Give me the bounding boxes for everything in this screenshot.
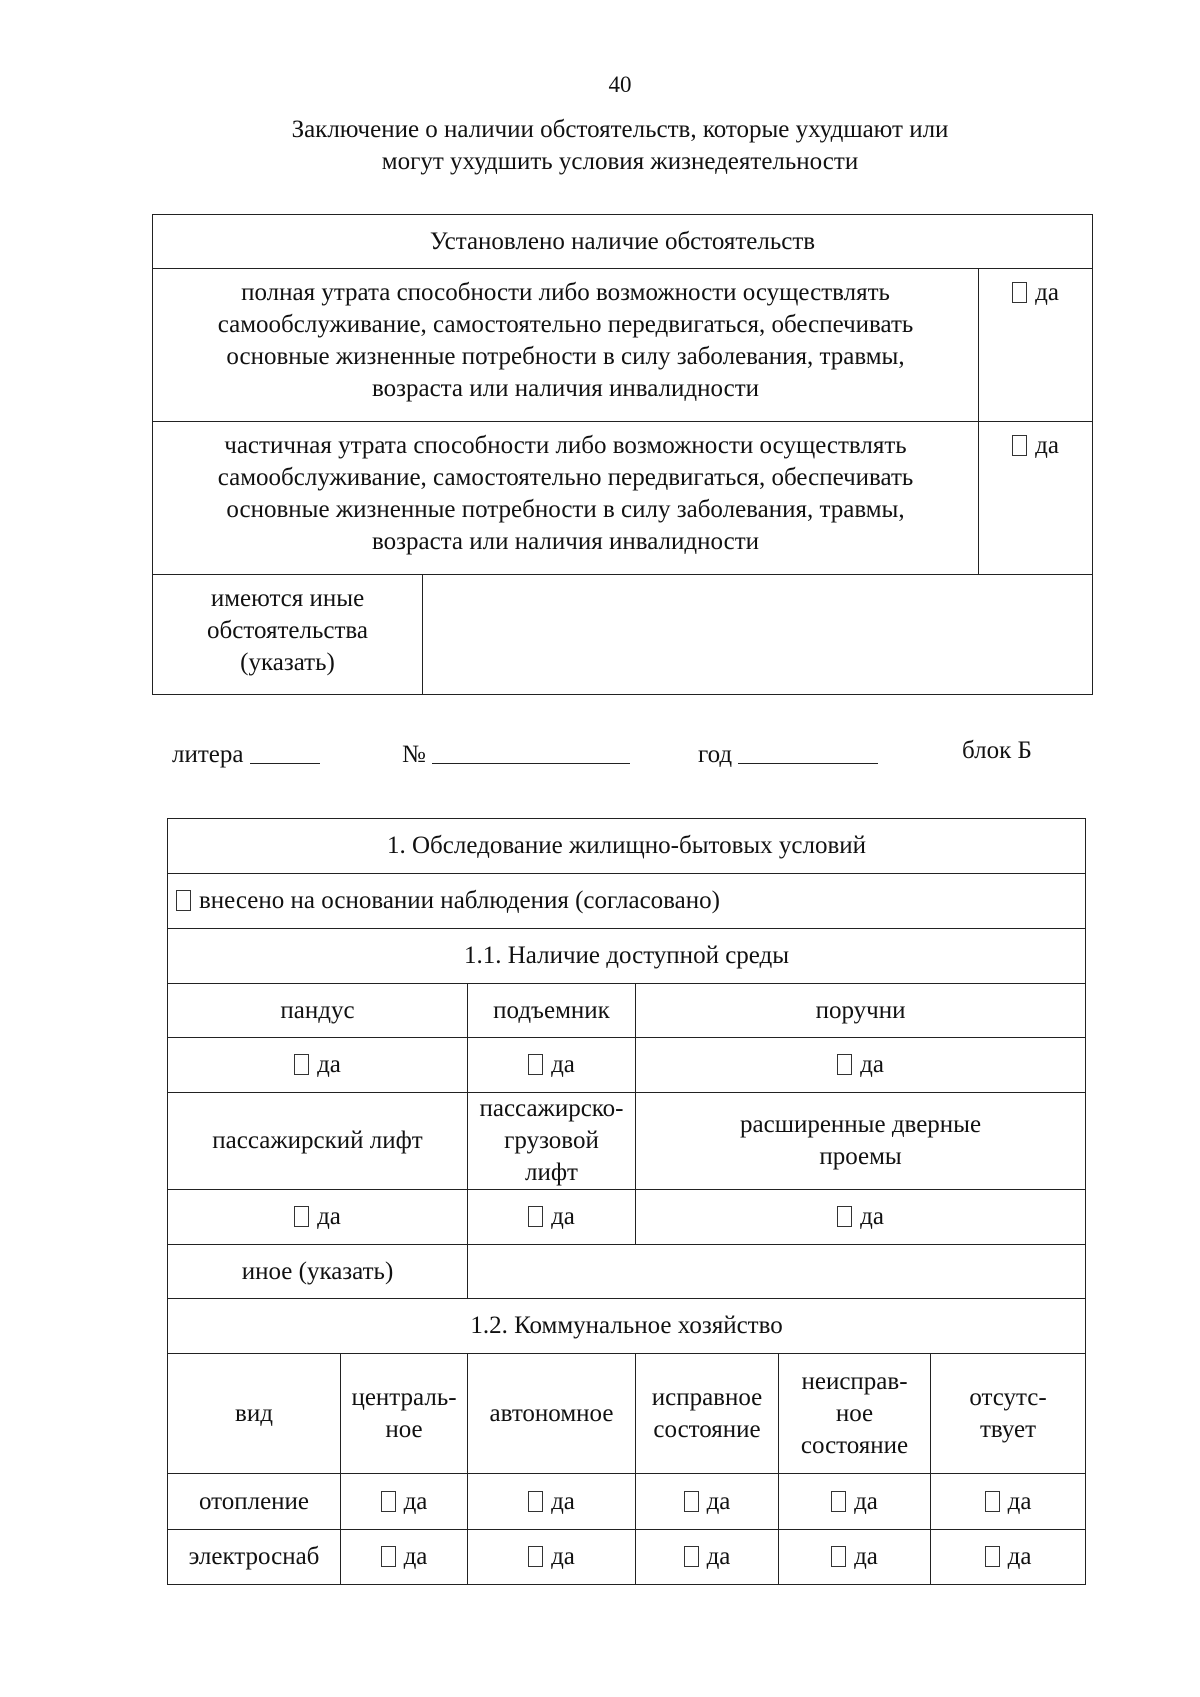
col-working	[636, 1354, 779, 1474]
checkbox[interactable]	[1012, 282, 1027, 303]
partial-loss-line: самообслуживание, самостоятельно передвигаться, обеспечивать	[217, 464, 914, 491]
utilities-header: 1.2. Коммунальное хозяйство	[168, 1299, 1086, 1354]
document-title	[0, 114, 1200, 178]
number-underline[interactable]	[432, 737, 630, 764]
label-line: расширенные дверные	[740, 1111, 982, 1138]
circumstances-header: Установлено наличие обстоятельств	[153, 215, 1093, 269]
checkbox-cell[interactable]	[779, 1530, 931, 1585]
other-line: (указать)	[240, 649, 335, 676]
checkbox[interactable]	[528, 1546, 543, 1567]
column-label: автономное	[489, 1399, 614, 1427]
checkbox-cell[interactable]	[636, 1530, 779, 1585]
checkbox[interactable]	[837, 1054, 852, 1075]
partial-loss-line: частичная утрата способности либо возможности осуществлять	[224, 432, 907, 459]
checkbox[interactable]	[985, 1546, 1000, 1567]
other-circumstances-label	[153, 575, 423, 695]
checkbox-cell[interactable]	[341, 1474, 468, 1530]
checkbox[interactable]	[528, 1206, 543, 1227]
column-label: вид	[235, 1399, 273, 1427]
column-label: ное	[385, 1415, 423, 1443]
full-loss-checkbox-cell[interactable]	[979, 269, 1093, 422]
row-name: отопление	[168, 1474, 341, 1530]
full-loss-text	[153, 269, 979, 422]
freight-lift-checkbox-cell[interactable]	[468, 1190, 636, 1245]
checkbox-cell[interactable]	[468, 1474, 636, 1530]
litera-underline[interactable]	[250, 737, 320, 764]
checkbox[interactable]	[985, 1491, 1000, 1512]
col-type	[168, 1354, 341, 1474]
checkbox[interactable]	[294, 1206, 309, 1227]
checkbox-cell[interactable]	[636, 1474, 779, 1530]
other-line: обстоятельства	[207, 617, 368, 644]
litera-label: литера	[172, 741, 244, 768]
column-label: централь-	[351, 1383, 457, 1411]
litera-field[interactable]	[172, 737, 320, 769]
table-row	[168, 1530, 1086, 1585]
checkbox-cell[interactable]	[341, 1530, 468, 1585]
handrails-checkbox-cell[interactable]	[636, 1038, 1086, 1093]
partial-loss-line: возраста или наличия инвалидности	[371, 528, 760, 555]
partial-loss-line: основные жизненные потребности в силу заболевания, травмы,	[226, 496, 905, 523]
circumstances-table	[152, 214, 1093, 695]
column-label: отсутс-	[969, 1383, 1047, 1411]
checkbox-label: да	[551, 1487, 575, 1515]
label-line: пассажирско-грузовой	[479, 1095, 624, 1154]
checkbox-label: да	[317, 1051, 341, 1078]
passenger-lift-checkbox-cell[interactable]	[168, 1190, 468, 1245]
number-label: №	[402, 741, 426, 768]
lift-platform-label: подъемник	[468, 984, 636, 1038]
checkbox-label: да	[860, 1203, 884, 1230]
checkbox-cell[interactable]	[931, 1530, 1086, 1585]
year-underline[interactable]	[738, 737, 878, 764]
lift-platform-checkbox-cell[interactable]	[468, 1038, 636, 1093]
title-line-1: Заключение о наличии обстоятельств, которые ухудшают или	[291, 116, 949, 143]
checkbox[interactable]	[176, 890, 191, 911]
other-env-field[interactable]	[468, 1245, 1086, 1299]
column-label: твует	[980, 1415, 1037, 1443]
checkbox-label: да	[1007, 1543, 1032, 1570]
checkbox[interactable]	[528, 1491, 543, 1512]
checkbox[interactable]	[381, 1546, 396, 1567]
other-line: имеются иные	[210, 585, 365, 612]
checkbox-label: да	[854, 1487, 878, 1515]
col-absent	[931, 1354, 1086, 1474]
year-label: год	[698, 741, 733, 768]
checkbox-label: да	[706, 1487, 731, 1515]
checkbox[interactable]	[381, 1491, 396, 1512]
passenger-lift-label	[168, 1093, 468, 1190]
checkbox[interactable]	[837, 1206, 852, 1227]
col-faulty	[779, 1354, 931, 1474]
full-loss-line: возраста или наличия инвалидности	[371, 375, 760, 402]
wide-doors-checkbox-cell[interactable]	[636, 1190, 1086, 1245]
full-loss-line: основные жизненные потребности в силу заболевания, травмы,	[226, 343, 905, 370]
row-name: электроснаб	[168, 1530, 341, 1585]
ramp-checkbox-cell[interactable]	[168, 1038, 468, 1093]
checkbox-label: да	[403, 1543, 428, 1570]
partial-loss-text	[153, 422, 979, 575]
page-number: 40	[608, 72, 632, 97]
observation-label: внесено на основании наблюдения (согласовано)	[199, 887, 720, 914]
block-label: блок Б	[962, 737, 1032, 764]
checkbox-label: да	[1035, 432, 1059, 459]
checkbox-label: да	[706, 1543, 731, 1570]
checkbox-label: да	[403, 1487, 428, 1515]
checkbox[interactable]	[831, 1491, 846, 1512]
observation-checkbox-row[interactable]	[168, 874, 1086, 929]
checkbox-label: да	[1007, 1487, 1032, 1515]
checkbox-cell[interactable]	[779, 1474, 931, 1530]
checkbox-cell[interactable]	[468, 1530, 636, 1585]
column-label: состояние	[653, 1415, 761, 1443]
checkbox[interactable]	[1012, 435, 1027, 456]
checkbox[interactable]	[294, 1054, 309, 1075]
label-line: проемы	[819, 1143, 902, 1170]
wide-doors-label	[636, 1093, 1086, 1190]
partial-loss-checkbox-cell[interactable]	[979, 422, 1093, 575]
ramp-label: пандус	[168, 984, 468, 1038]
full-loss-line: самообслуживание, самостоятельно передвигаться, обеспечивать	[217, 311, 914, 338]
checkbox-label: да	[551, 1051, 575, 1078]
column-label: состояние	[800, 1431, 909, 1459]
checkbox[interactable]	[831, 1546, 846, 1567]
survey-header: 1. Обследование жилищно-бытовых условий	[168, 819, 1086, 874]
col-central	[341, 1354, 468, 1474]
full-loss-line: полная утрата способности либо возможности осуществлять	[241, 279, 890, 306]
number-field[interactable]	[402, 737, 630, 769]
checkbox-cell[interactable]	[931, 1474, 1086, 1530]
label-line: пассажирский лифт	[212, 1127, 423, 1154]
accessible-env-header: 1.1. Наличие доступной среды	[168, 929, 1086, 984]
table-row	[168, 1474, 1086, 1530]
freight-lift-label	[468, 1093, 636, 1190]
other-env-label: иное (указать)	[168, 1245, 468, 1299]
checkbox-label: да	[317, 1203, 341, 1230]
title-line-2: могут ухудшить условия жизнедеятельности	[381, 148, 859, 175]
col-autonomous	[468, 1354, 636, 1474]
checkbox[interactable]	[528, 1054, 543, 1075]
checkbox[interactable]	[684, 1491, 699, 1512]
checkbox-label: да	[1035, 279, 1059, 306]
other-circumstances-field[interactable]	[423, 575, 1093, 695]
checkbox-label: да	[551, 1543, 575, 1570]
handrails-label: поручни	[636, 984, 1086, 1038]
checkbox-label: да	[854, 1543, 878, 1570]
year-field[interactable]	[698, 737, 878, 769]
column-label: неисправ-	[801, 1367, 908, 1395]
checkbox-label: да	[860, 1051, 884, 1078]
label-line: лифт	[525, 1159, 578, 1186]
checkbox-label: да	[551, 1203, 575, 1230]
column-label: ное	[835, 1399, 874, 1427]
column-label: исправное	[651, 1383, 763, 1411]
survey-table	[167, 818, 1086, 1585]
checkbox[interactable]	[684, 1546, 699, 1567]
